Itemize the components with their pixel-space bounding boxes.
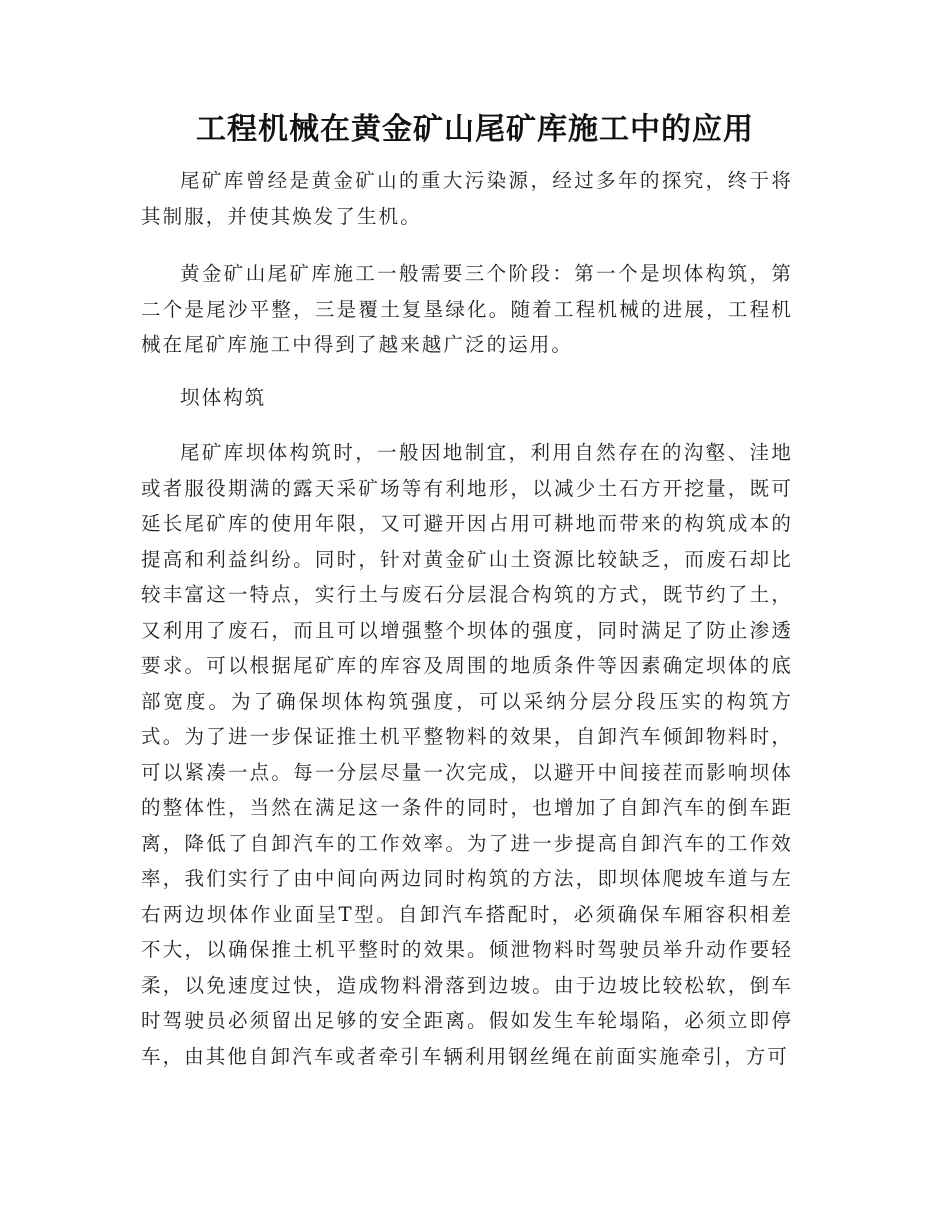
section-heading-dam-construction <box>141 380 793 416</box>
paragraph-text: 尾矿库坝体构筑时，一般因地制宜，利用自然存在的沟壑、洼地或者服役期满的露天采矿场等有利地形，以减少土石方开挖量，既可延长尾矿库的使用年限，又可避开因占用可耕地而带来的构筑成本的提高和利益纠纷。同时，针对黄金矿山土资源比较缺乏，而废石却比较丰富这一特点，实行土与废石分层混合构筑的方式，既节约了土，又利用了废石，而且可以增强整个坝体的强度，同时满足了防止渗透要求。可以根据尾矿库的库容及周围的地质条件等因素确定坝体的底部宽度。为了确保坝体构筑强度，可以采纳分层分段压实的构筑方式。为了进一步保证推土机平整物料的效果，自卸汽车倾卸物料时，可以紧凑一点。每一分层尽量一次完成，以避开中间接茬而影响坝体的整体性，当然在满足这一条件的同时，也增加了自卸汽车的倒车距离，降低了自卸汽车的工作效率。为了进一步提高自卸汽车的工作效率，我们实行了由中间向两边同时构筑的方法，即坝体爬坡车道与左右两边坝体作业面呈T型。自卸汽车搭配时，必须确保车厢容积相差不大，以确保推土机平整时的效果。倾泄物料时驾驶员举升动作要轻柔，以免速度过快，造成物料滑落到边坡。由于边坡比较松软，倒车时驾驶员必须留出足够的安全距离。假如发生车轮塌陷，必须立即停车，由其他自卸汽车或者牵引车辆利用钢丝绳在前面实施牵引，方可 <box>141 441 793 1068</box>
paragraph-text: 黄金矿山尾矿库施工一般需要三个阶段：第一个是坝体构筑，第二个是尾沙平整，三是覆土复垦绿化。随着工程机械的进展，工程机械在尾矿库施工中得到了越来越广泛的运用。 <box>141 262 793 356</box>
document-title: 工程机械在黄金矿山尾矿库施工中的应用 <box>196 112 754 147</box>
paragraph-dam-construction <box>141 435 793 1074</box>
paragraph-text: 尾矿库曾经是黄金矿山的重大污染源，经过多年的探究，终于将其制服，并使其焕发了生机。 <box>141 169 793 228</box>
section-heading-text: 坝体构筑 <box>180 386 267 409</box>
paragraph-stages <box>141 256 793 363</box>
paragraph-intro <box>141 163 793 234</box>
